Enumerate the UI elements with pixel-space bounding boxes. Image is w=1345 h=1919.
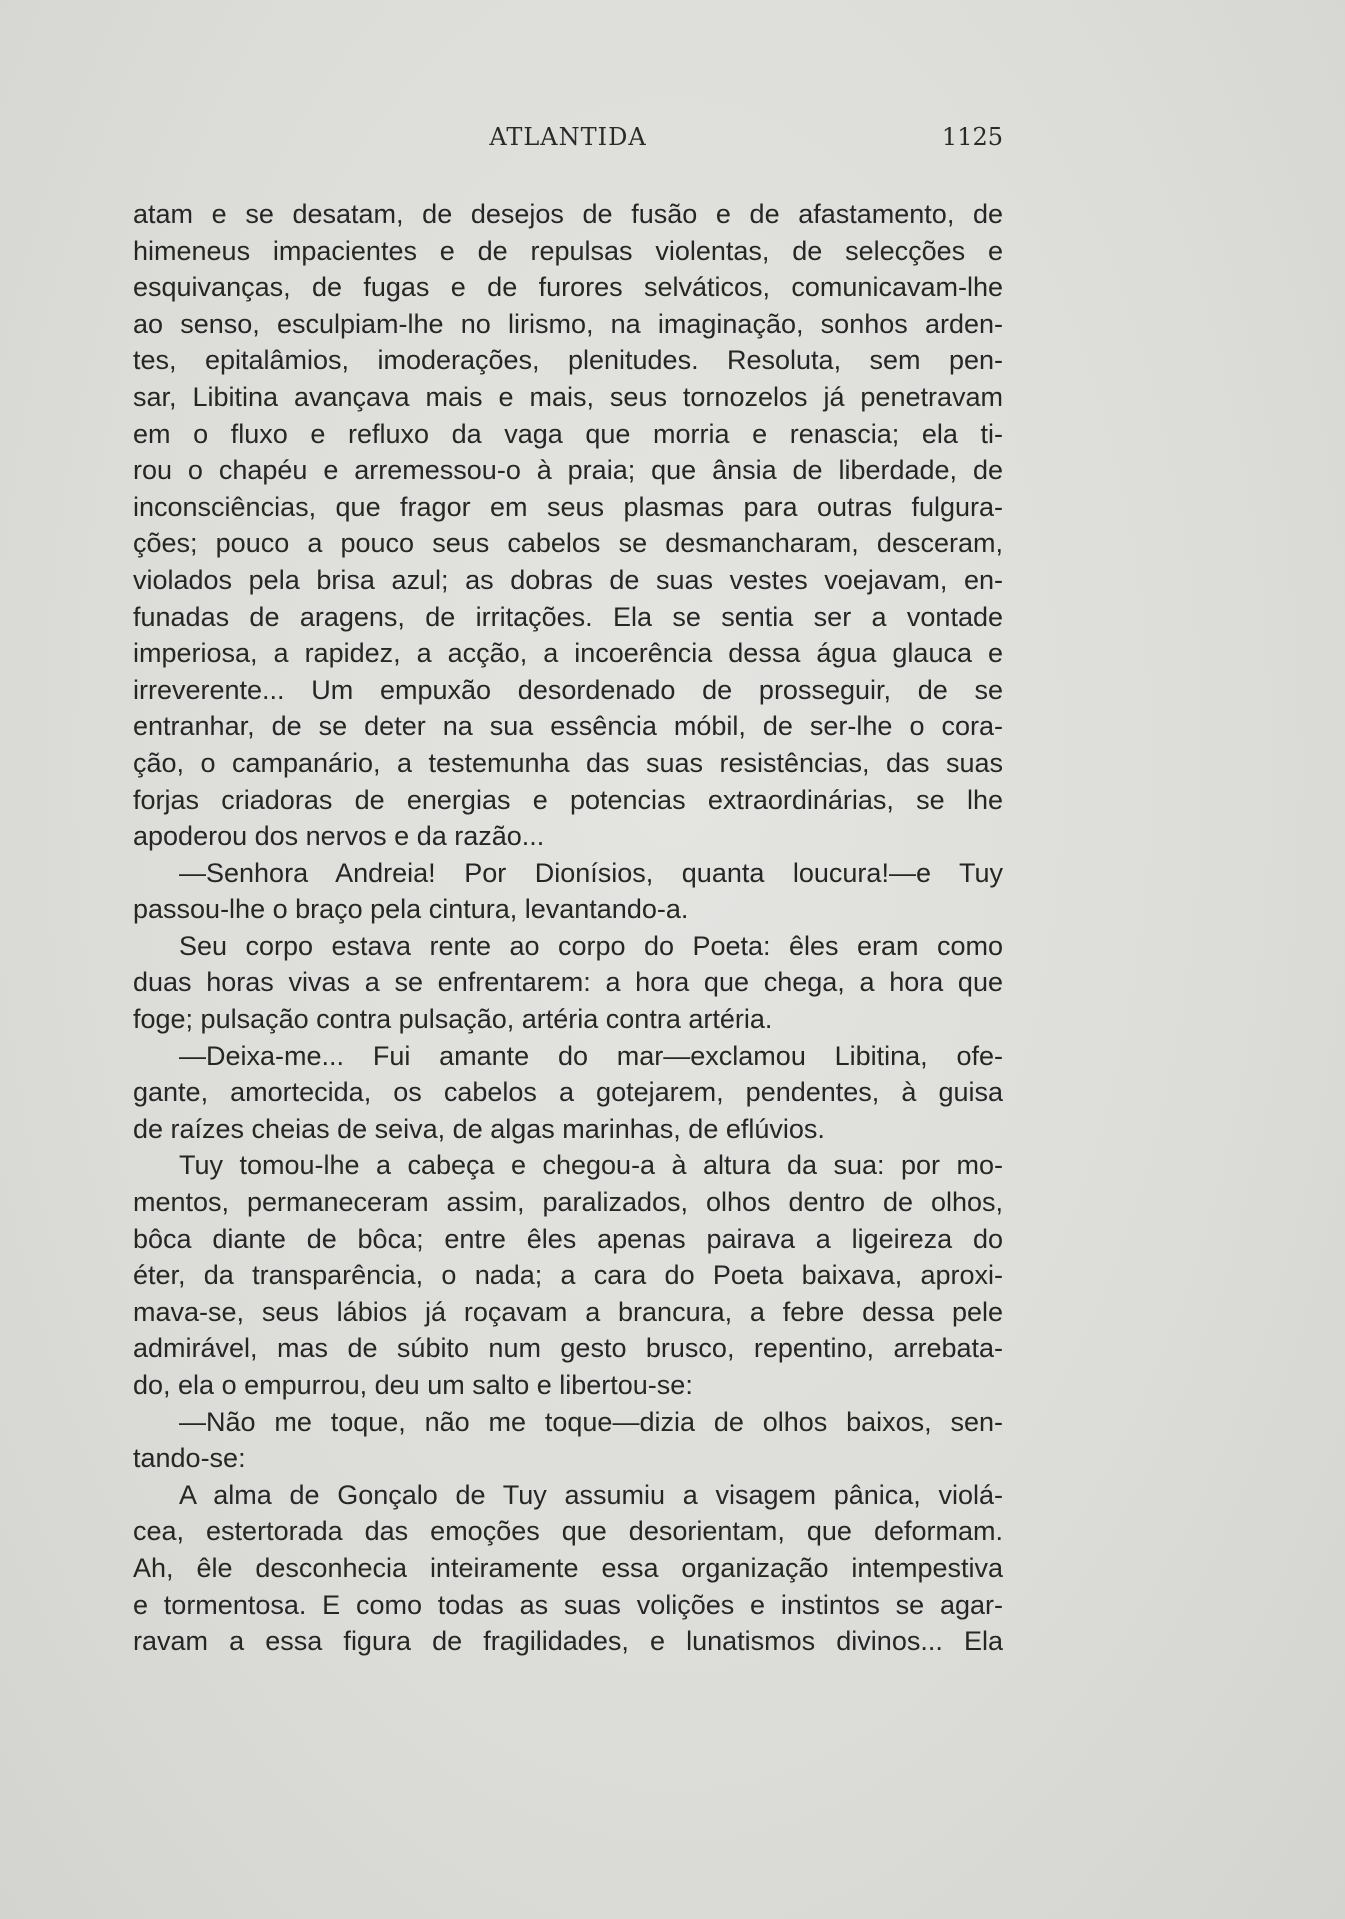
running-title: ATLANTIDA <box>489 123 647 151</box>
text-line: esquivanças, de fugas e de furores selváticos, comunicavam-lhe <box>133 272 1003 303</box>
text-line: funadas de aragens, de irritações. Ela se sentia ser a vontade <box>133 601 1003 632</box>
text-line: mava-se, seus lábios já roçavam a brancura, a febre dessa pele <box>133 1296 1003 1327</box>
text-line: Ah, êle desconhecia inteiramente essa organização intempestiva <box>133 1552 1003 1583</box>
text-line: em o fluxo e refluxo da vaga que morria e renascia; ela ti- <box>133 418 1003 449</box>
text-line: admirável, mas de súbito num gesto brusco, repentino, arrebata- <box>133 1333 1003 1364</box>
text-line: imperiosa, a rapidez, a acção, a incoerência dessa água glauca e <box>133 638 1003 669</box>
text-line: A alma de Gonçalo de Tuy assumiu a visagem pânica, violá- <box>179 1479 1003 1510</box>
text-line: entranhar, de se deter na sua essência móbil, de ser-lhe o cora- <box>133 711 1003 742</box>
text-line: inconsciências, que fragor em seus plasmas para outras fulgura- <box>133 491 1003 522</box>
text-line: ravam a essa figura de fragilidades, e lunatismos divinos... Ela <box>133 1626 1003 1657</box>
text-line: duas horas vivas a se enfrentarem: a hora que chega, a hora que <box>133 967 1003 998</box>
text-line: irreverente... Um empuxão desordenado de prosseguir, de se <box>133 674 1003 705</box>
text-line: passou-lhe o braço pela cintura, levantando-a. <box>133 894 689 925</box>
text-line: sar, Libitina avançava mais e mais, seus tornozelos já penetravam <box>133 381 1003 412</box>
text-line: himeneus impacientes e de repulsas violentas, de selecções e <box>133 235 1003 266</box>
text-line: tando-se: <box>133 1443 246 1474</box>
text-line: ção, o campanário, a testemunha das suas resistências, das suas <box>133 747 1003 778</box>
text-line: —Deixa-me... Fui amante do mar—exclamou Libitina, ofe- <box>179 1040 1003 1071</box>
text-line: atam e se desatam, de desejos de fusão e de afastamento, de <box>133 199 1003 229</box>
text-line: cea, estertorada das emoções que desorientam, que deformam. <box>133 1516 1003 1547</box>
text-line: ao senso, esculpiam-lhe no lirismo, na imaginação, sonhos arden- <box>133 308 1003 339</box>
page-number: 1125 <box>941 123 1003 151</box>
text-line: gante, amortecida, os cabelos a gotejarem, pendentes, à guisa <box>133 1077 1003 1108</box>
text-line: violados pela brisa azul; as dobras de suas vestes voejavam, en- <box>133 564 1003 595</box>
text-line: —Não me toque, não me toque—dizia de olhos baixos, sen- <box>179 1406 1003 1437</box>
text-line: —Senhora Andreia! Por Dionísios, quanta loucura!—e Tuy <box>179 857 1003 888</box>
text-line: Tuy tomou-lhe a cabeça e chegou-a à altura da sua: por mo- <box>179 1150 1003 1181</box>
text-line: forjas criadoras de energias e potencias extraordinárias, se lhe <box>133 784 1003 815</box>
text-line: tes, epitalâmios, imoderações, plenitudes. Resoluta, sem pen- <box>133 345 1003 376</box>
text-line: bôca diante de bôca; entre êles apenas pairava a ligeireza do <box>133 1223 1003 1254</box>
text-line: éter, da transparência, o nada; a cara do Poeta baixava, aproxi- <box>133 1260 1003 1291</box>
text-line: foge; pulsação contra pulsação, artéria contra artéria. <box>133 1004 773 1035</box>
text-line: ções; pouco a pouco seus cabelos se desmancharam, desceram, <box>133 528 1003 559</box>
text-line: do, ela o empurrou, deu um salto e libertou-se: <box>133 1370 693 1400</box>
page-header <box>133 123 1003 159</box>
text-line: rou o chapéu e arremessou-o à praia; que ânsia de liberdade, de <box>133 455 1003 486</box>
text-line: Seu corpo estava rente ao corpo do Poeta: êles eram como <box>179 930 1003 961</box>
text-line: e tormentosa. E como todas as suas volições e instintos se agar- <box>133 1589 1003 1620</box>
text-line: apoderou dos nervos e da razão... <box>133 821 545 852</box>
text-line: de raízes cheias de seiva, de algas marinhas, de eflúvios. <box>133 1113 825 1144</box>
text-line: mentos, permaneceram assim, paralizados, olhos dentro de olhos, <box>133 1187 1003 1218</box>
body-text <box>133 196 1003 1660</box>
